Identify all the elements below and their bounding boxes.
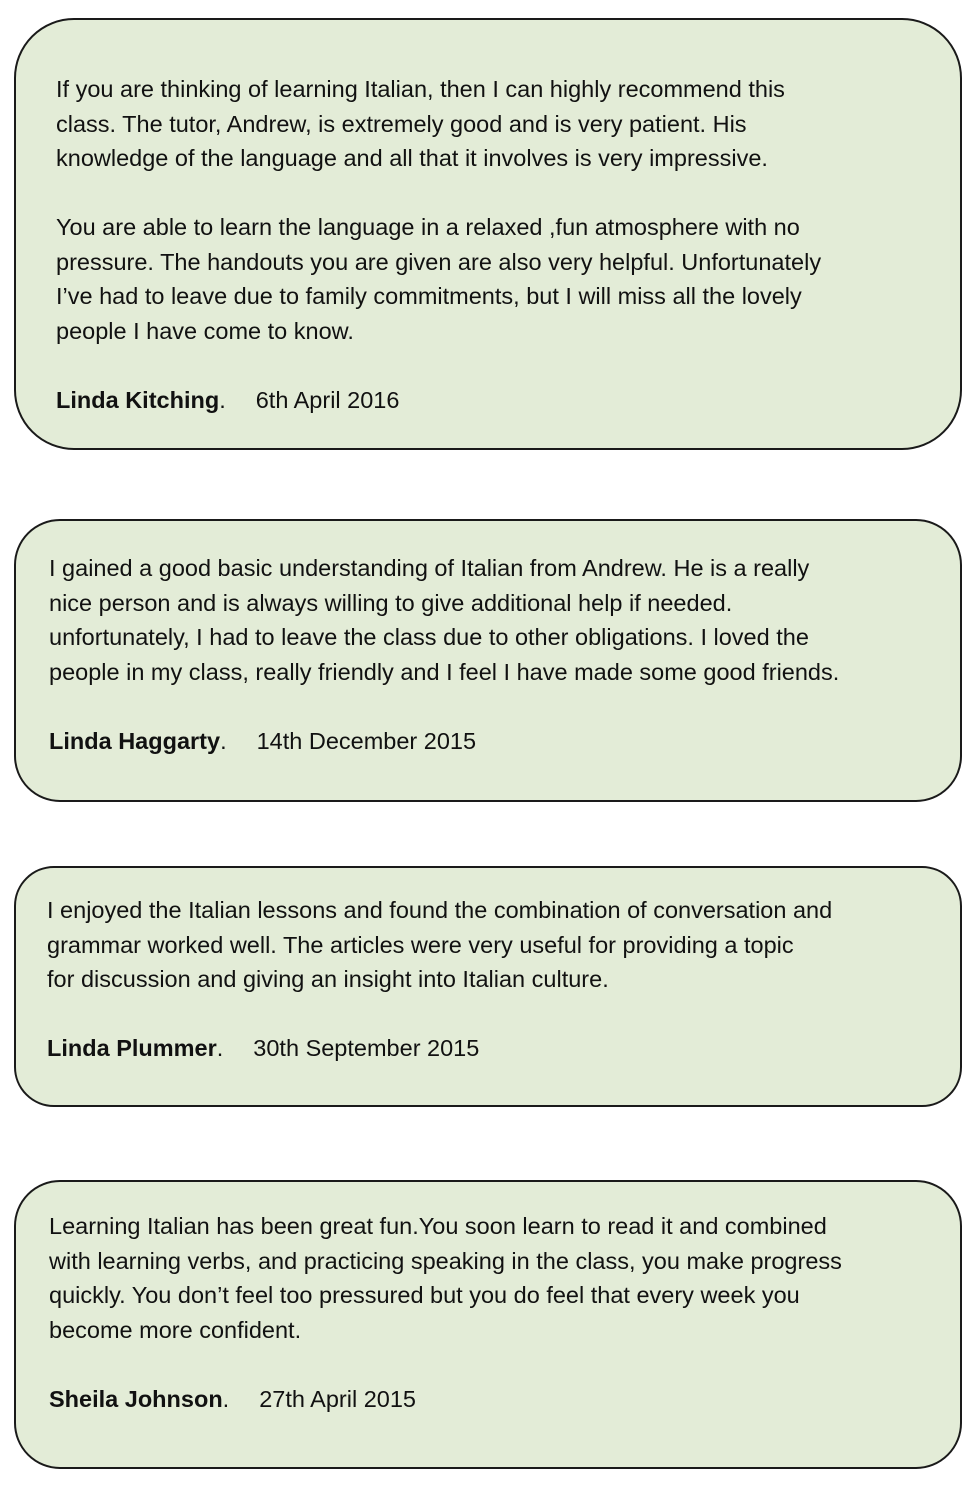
testimonial-date: 27th April 2015 (259, 1385, 416, 1412)
testimonial-date: 14th December 2015 (256, 727, 477, 754)
author-name: Linda Plummer (47, 1035, 217, 1061)
testimonial-date: 6th April 2016 (255, 386, 400, 413)
testimonial-paragraph: Learning Italian has been great fun.You soon learn to read it and combined with learning verbs, and practicing speaking in the class, you make progress quickly. You don’t feel too pressured but you do feel that every week you become more confident. (49, 1213, 842, 1343)
author-name: Sheila Johnson (49, 1385, 223, 1412)
testimonial-card (14, 866, 962, 1107)
testimonial-paragraph: You are able to learn the language in a relaxed ,fun atmosphere with no pressure. The handouts you are given are also very helpful. Unfortunately I’ve had to leave due to family commitments, but I will miss all the lovely people I have come to know. (56, 214, 822, 344)
testimonial-card (14, 18, 962, 450)
testimonial-signature: Sheila Johnson. 27th April 2015 (49, 1385, 416, 1412)
testimonial-signature: Linda Kitching. 6th April 2016 (56, 386, 400, 413)
testimonial-date: 30th September 2015 (253, 1035, 480, 1061)
testimonial-card (14, 519, 962, 802)
testimonial-card (14, 1180, 962, 1469)
author-name: Linda Kitching (56, 386, 220, 413)
testimonial-paragraph: I enjoyed the Italian lessons and found the combination of conversation and grammar worked well. The articles were very useful for providing a topic for discussion and giving an insight into Italian culture. (47, 897, 833, 992)
testimonial-signature: Linda Plummer. 30th September 2015 (47, 1035, 480, 1061)
testimonial-paragraph: I gained a good basic understanding of Italian from Andrew. He is a really nice person and is always willing to give additional help if needed. unfortunately, I had to leave the class due to other obligations. I loved the people in my class, really friendly and I feel I have made some good friends. (49, 555, 840, 685)
testimonial-signature: Linda Haggarty. 14th December 2015 (49, 727, 477, 754)
testimonial-paragraph: If you are thinking of learning Italian, then I can highly recommend this class. The tutor, Andrew, is extremely good and is very patient. His knowledge of the language and all that it involves is very impressive. (56, 76, 785, 171)
author-name: Linda Haggarty (49, 727, 221, 754)
